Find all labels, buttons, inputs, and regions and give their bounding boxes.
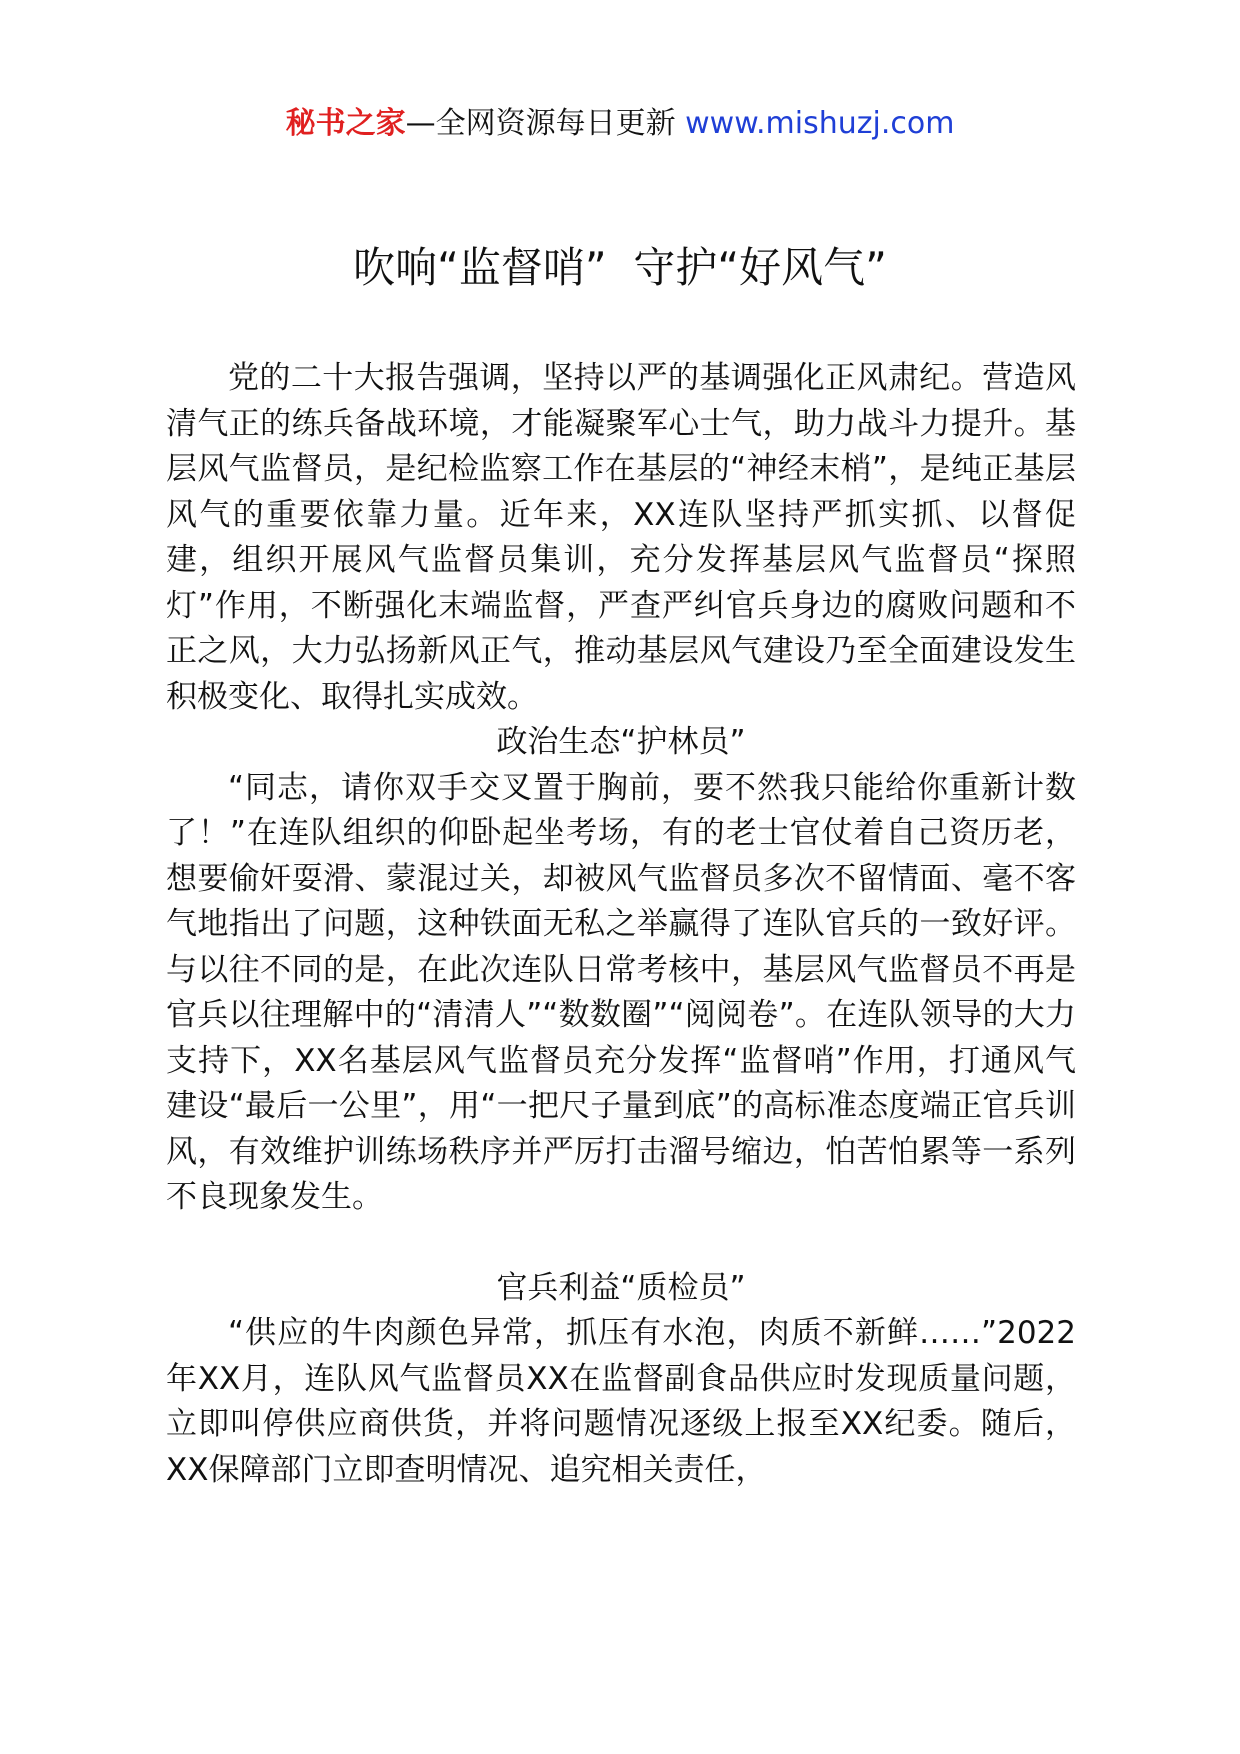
article-body [166, 356, 1076, 1493]
section-heading-soldier-interests: 官兵利益“质检员” [496, 1269, 746, 1306]
section-paragraph-soldier-interests: “供应的牛肉颜色异常，抓压有水泡，肉质不新鲜……”2022年XX月，连队风气监督员XX在监督副食品供应时发现质量问题，立即叫停供应商供货，并将问题情况逐级上报至XX纪委。随后，XX保障部门立即查明情况、追究相关责任， [166, 1315, 1076, 1488]
site-brand: 秘书之家 [285, 106, 406, 141]
intro-paragraph: 党的二十大报告强调，坚持以严的基调强化正风肃纪。营造风清气正的练兵备战环境，才能凝聚军心士气，助力战斗力提升。基层风气监督员，是纪检监察工作在基层的“神经末梢”，是纯正基层风气的重要依靠力量。近年来，XX连队坚持严抓实抓、以督促建，组织开展风气监督员集训，充分发挥基层风气监督员“探照灯”作用，不断强化末端监督，严查严纠官兵身边的腐败问题和不正之风，大力弘扬新风正气，推动基层风气建设乃至全面建设发生积极变化、取得扎实成效。 [166, 360, 1076, 715]
section-paragraph-political-ecology: “同志，请你双手交叉置于胸前，要不然我只能给你重新计数了！”在连队组织的仰卧起坐考场，有的老士官仗着自己资历老，想要偷奸耍滑、蒙混过关，却被风气监督员多次不留情面、毫不客气地指出了问题，这种铁面无私之举赢得了连队官兵的一致好评。与以往不同的是，在此次连队日常考核中，基层风气监督员不再是官兵以往理解中的“清清人”“数数圈”“阅阅卷”。在连队领导的大力支持下，XX名基层风气监督员充分发挥“监督哨”作用，打通风气建设“最后一公里”，用“一把尺子量到底”的高标准态度端正官兵训风，有效维护训练场秩序并严厉打击溜号缩边，怕苦怕累等一系列不良现象发生。 [166, 769, 1076, 1215]
section-heading-political-ecology: 政治生态“护林员” [496, 724, 746, 760]
site-header [0, 104, 1240, 144]
site-tagline: —全网资源每日更新 [405, 106, 686, 141]
paragraph-spacer [166, 1221, 1076, 1266]
article-title: 吹响“监督哨” 守护“好风气” [353, 243, 887, 292]
site-url-link[interactable]: www.mishuzj.com [685, 106, 955, 141]
